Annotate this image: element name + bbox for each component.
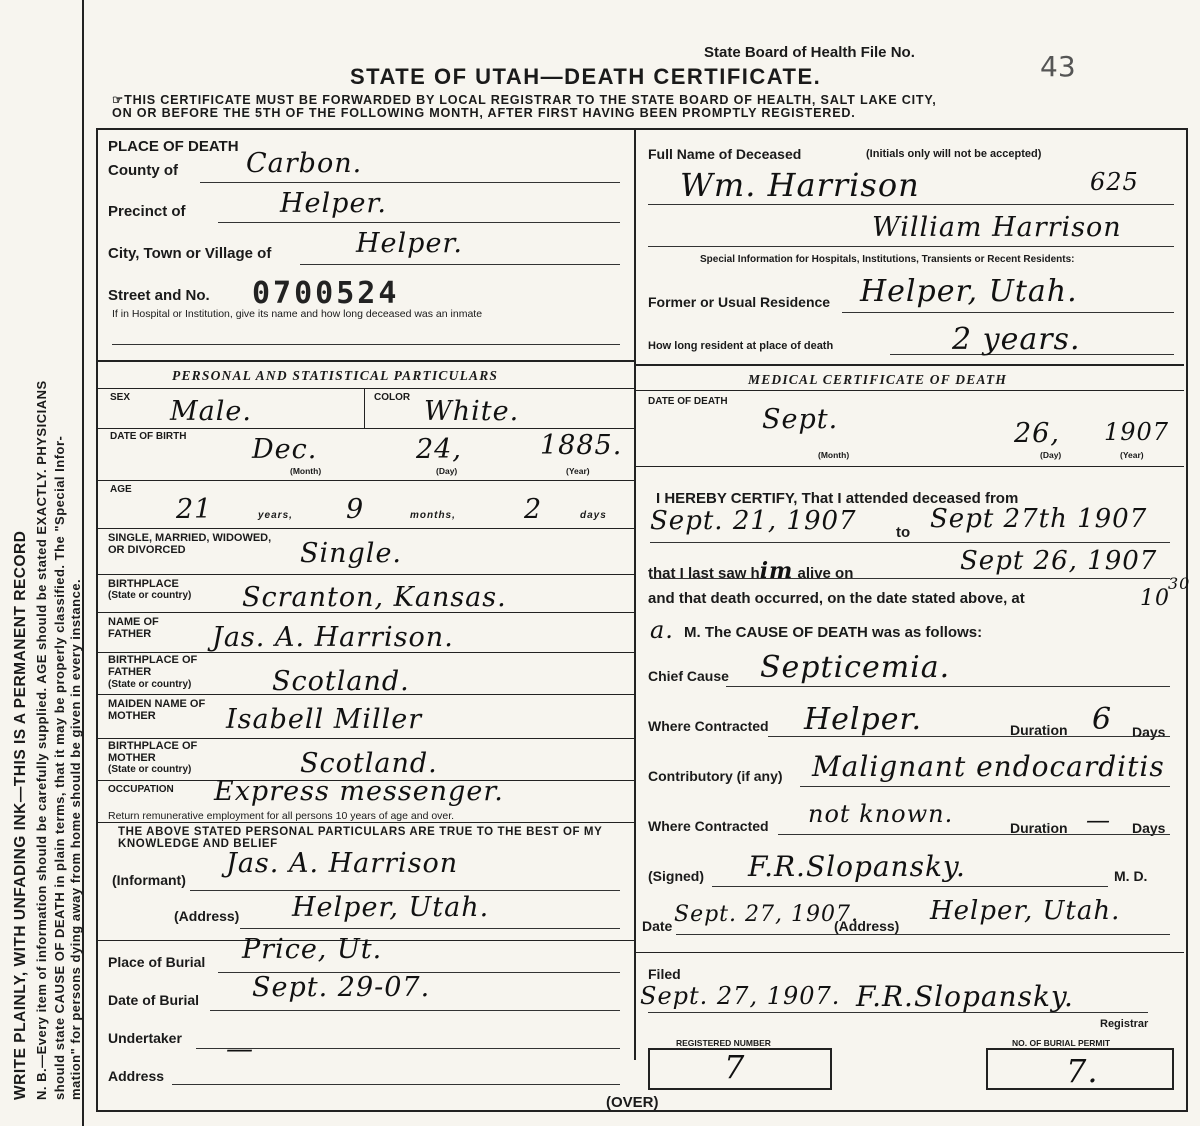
chief-cause-value: Septicemia. [760, 650, 951, 685]
burial-place-value: Price, Ut. [242, 934, 383, 965]
contributory-label: Contributory (if any) [648, 768, 783, 784]
county-value: Carbon. [246, 148, 363, 179]
notice-line-1: ☞THIS CERTIFICATE MUST BE FORWARDED BY LOCAL REGISTRAR TO THE STATE BOARD OF HEALTH, SALT LAKE CITY, [112, 93, 937, 107]
mother-label: MAIDEN NAME OF MOTHER [108, 698, 206, 722]
date-of-death-label: DATE OF DEATH [648, 396, 728, 407]
duration-label: Duration [1010, 722, 1068, 738]
burial-place-label: Place of Burial [108, 954, 206, 970]
informant-label: (Informant) [112, 872, 186, 888]
residence-value: Helper, Utah. [860, 274, 1078, 309]
margin-line-4: mation" for persons dying away from home should be given in every instance. [68, 578, 83, 1100]
registrar-label: Registrar [1100, 1018, 1149, 1030]
duration-2-days-label: Days [1132, 820, 1166, 836]
hospital-note: If in Hospital or Institution, give its name and how long deceased was an inmate [112, 308, 483, 320]
informant-address-label: (Address) [174, 908, 240, 924]
death-time-min: 30 [1168, 574, 1191, 593]
margin-line-2: N. B.—Every item of information should be carefully supplied. AGE should be stated EXACTLY. PHYSICIANS [34, 380, 49, 1100]
signed-value: F.R.Slopansky. [748, 850, 966, 883]
where-2-line [778, 834, 1170, 835]
personal-heading: PERSONAL AND STATISTICAL PARTICULARS [172, 368, 499, 383]
duration-days-label: Days [1132, 724, 1166, 740]
where-contracted-label: Where Contracted [648, 718, 769, 734]
occupation-value: Express messenger. [214, 776, 504, 807]
county-line [200, 182, 620, 183]
last-saw-text [648, 558, 853, 584]
filed-line [648, 1012, 1148, 1013]
chief-cause-label: Chief Cause [648, 668, 729, 684]
death-day: 26, [1014, 418, 1060, 449]
address-line [172, 1084, 620, 1085]
father-birthplace-value: Scotland. [272, 666, 410, 697]
burial-date-label: Date of Burial [108, 992, 200, 1008]
informant-address: Helper, Utah. [292, 892, 490, 923]
attended-from: Sept. 21, 1907 [650, 506, 857, 536]
stamp-number: 0700524 [252, 276, 400, 311]
sex-line [98, 428, 634, 429]
residence-label: Former or Usual Residence [648, 294, 831, 310]
undertaker-line [196, 1048, 620, 1049]
sign-date-line [676, 934, 1170, 935]
birthplace-line [98, 612, 634, 613]
deceased-name-label: Full Name of Deceased [648, 146, 802, 162]
marital-line [98, 574, 634, 575]
dob-month: Dec. [252, 434, 318, 465]
occurred-text: and that death occurred, on the date stated above, at [648, 590, 1025, 607]
duration-2-value: — [1086, 806, 1111, 834]
mother-line [98, 738, 634, 739]
father-bp-line [98, 694, 634, 695]
dob-month-cap: (Month) [290, 466, 322, 476]
margin-line-3: should state CAUSE OF DEATH in plain terms, that it may be properly classified. The "Special Infor- [52, 435, 67, 1100]
marital-value: Single. [300, 538, 403, 569]
father-line [98, 652, 634, 653]
birthplace-value: Scranton, Kansas. [242, 582, 507, 613]
resident-label: How long resident at place of death [648, 340, 834, 352]
over-label: (OVER) [606, 1094, 659, 1111]
duration-2-label: Duration [1010, 820, 1068, 836]
age-years: 21 [176, 494, 213, 525]
occupation-note: Return remunerative employment for all persons 10 years of age and over. [108, 810, 455, 822]
death-month: Sept. [762, 404, 839, 435]
med-address-value: Helper, Utah. [930, 896, 1121, 926]
deceased-name-full: William Harrison [872, 212, 1122, 243]
city-line [300, 264, 620, 265]
deceased-name: Wm. Harrison [680, 166, 920, 204]
dob-day-cap: (Day) [436, 466, 458, 476]
signed-line [712, 886, 1108, 887]
md-label: M. D. [1114, 868, 1148, 884]
sign-date-value: Sept. 27, 1907. [674, 902, 859, 927]
registrar-signature: F.R.Slopansky. [856, 980, 1074, 1013]
certificate-title: STATE OF UTAH—DEATH CERTIFICATE. [350, 64, 822, 89]
name-line [648, 204, 1174, 205]
certify-line: I HEREBY CERTIFY, That I attended deceased from [656, 490, 1019, 507]
deceased-name-note: (Initials only will not be accepted) [866, 148, 1042, 160]
resident-duration: 2 years. [952, 322, 1081, 357]
informant-address-line [240, 928, 620, 929]
sex-value: Male. [170, 396, 252, 427]
burial-date-value: Sept. 29-07. [252, 972, 431, 1003]
where-contracted-2-value: not known. [808, 800, 954, 828]
file-no-value: 43 [1040, 50, 1076, 83]
age-label: AGE [110, 484, 132, 495]
precinct-value: Helper. [280, 188, 387, 219]
birthplace-label: BIRTHPLACE [108, 578, 179, 590]
death-year: 1907 [1104, 418, 1170, 446]
dob-year-cap: (Year) [566, 466, 590, 476]
city-value: Helper. [356, 228, 463, 259]
hospital-line [112, 344, 620, 345]
age-days: 2 [524, 494, 543, 525]
special-info-label: Special Information for Hospitals, Institutions, Transients or Recent Residents: [700, 254, 1075, 265]
mother-birthplace-value: Scotland. [300, 748, 438, 779]
mother-value: Isabell Miller [226, 704, 423, 735]
burial-permit-label: NO. OF BURIAL PERMIT [1012, 1038, 1111, 1048]
mother-birthplace-label: BIRTHPLACE OF MOTHER [108, 740, 198, 764]
father-label: NAME OF FATHER [108, 616, 159, 640]
age-months-word: months, [410, 510, 456, 521]
deceased-name-number: 625 [1090, 168, 1139, 196]
color-value: White. [424, 396, 520, 427]
dob-year: 1885. [540, 430, 623, 461]
medical-heading-line [634, 390, 1184, 391]
undertaker-value: — [226, 1034, 254, 1065]
duration-value: 6 [1092, 702, 1113, 737]
am-value: a. [650, 616, 674, 644]
occupation-line [98, 822, 634, 823]
notice-line-2: ON OR BEFORE THE 5TH OF THE FOLLOWING MONTH, AFTER FIRST HAVING BEEN PROMPTLY REGISTERED. [112, 106, 856, 120]
attended-to: Sept 27th 1907 [930, 504, 1148, 534]
chief-line [726, 686, 1170, 687]
filed-date: Sept. 27, 1907. [640, 982, 841, 1010]
age-years-word: years, [258, 510, 293, 521]
burial-date-line [210, 1010, 620, 1011]
informant-value: Jas. A. Harrison [226, 848, 459, 879]
alive-line [650, 578, 1170, 579]
death-month-cap: (Month) [818, 450, 850, 460]
age-months: 9 [346, 494, 365, 525]
father-bp-state-note: (State or country) [108, 679, 192, 690]
signed-label: (Signed) [648, 868, 704, 884]
precinct-line [218, 222, 620, 223]
address-label: Address [108, 1068, 165, 1084]
dob-label: DATE OF BIRTH [110, 431, 187, 442]
death-time: 10 [1140, 586, 1170, 611]
death-day-cap: (Day) [1040, 450, 1062, 460]
street-label: Street and No. [108, 287, 210, 304]
filed-label: Filed [648, 966, 681, 982]
name-line-2 [648, 246, 1174, 247]
age-days-word: days [580, 510, 607, 521]
where-contracted-value: Helper. [804, 702, 923, 737]
to-word: to [896, 524, 911, 541]
where-contracted-2-label: Where Contracted [648, 818, 769, 834]
city-label: City, Town or Village of [108, 245, 272, 262]
reg-num-label: REGISTERED NUMBER [676, 1038, 771, 1048]
death-date-line [634, 466, 1184, 467]
where-line [768, 736, 1170, 737]
personal-heading-line [98, 388, 634, 389]
margin-instructions [0, 0, 84, 1126]
sex-label: SEX [110, 392, 131, 403]
contrib-line [800, 786, 1170, 787]
death-year-cap: (Year) [1120, 450, 1144, 460]
alive-date: Sept 26, 1907 [960, 546, 1158, 576]
sex-color-divider [364, 388, 365, 428]
father-value: Jas. A. Harrison. [212, 622, 454, 653]
occupation-label: OCCUPATION [108, 784, 174, 795]
burial-permit-value: 7. [1066, 1052, 1099, 1090]
med-address-label: (Address) [834, 918, 900, 934]
cause-line: M. The CAUSE OF DEATH was as follows: [684, 624, 983, 641]
file-no-label: State Board of Health File No. [704, 44, 915, 61]
informant-line [190, 890, 620, 891]
reg-num-value: 7 [724, 1048, 746, 1086]
age-line [98, 528, 634, 529]
precinct-label: Precinct of [108, 203, 186, 220]
margin-line-1: WRITE PLAINLY, WITH UNFADING INK—THIS IS A PERMANENT RECORD [12, 530, 29, 1100]
residence-line [842, 312, 1174, 313]
alive-on-label: alive on [797, 565, 854, 582]
dob-line [98, 480, 634, 481]
center-divider [634, 130, 636, 1060]
last-saw-him: im [759, 558, 794, 584]
county-label: County of [108, 162, 178, 179]
medical-divider [634, 364, 1184, 366]
birthplace-state-note: (State or country) [108, 590, 192, 601]
attended-line [650, 542, 1170, 543]
top-section-divider [98, 360, 634, 362]
place-of-death-heading: PLACE OF DEATH [108, 138, 239, 155]
father-birthplace-label: BIRTHPLACE OF FATHER [108, 654, 198, 678]
color-label: COLOR [374, 392, 411, 403]
certify-text: THE ABOVE STATED PERSONAL PARTICULARS ARE TRUE TO THE BEST OF MY KNOWLEDGE AND BELIEF [118, 826, 603, 850]
last-saw-label: that I last saw h [648, 565, 760, 582]
contributory-value: Malignant endocarditis [812, 750, 1165, 783]
mother-bp-state-note: (State or country) [108, 764, 192, 775]
medical-heading: MEDICAL CERTIFICATE OF DEATH [748, 372, 1008, 387]
sign-date-label: Date [642, 918, 673, 934]
filed-section-line [634, 952, 1184, 953]
marital-label: SINGLE, MARRIED, WIDOWED, OR DIVORCED [108, 532, 272, 556]
undertaker-label: Undertaker [108, 1030, 182, 1046]
dob-day: 24, [416, 434, 462, 465]
